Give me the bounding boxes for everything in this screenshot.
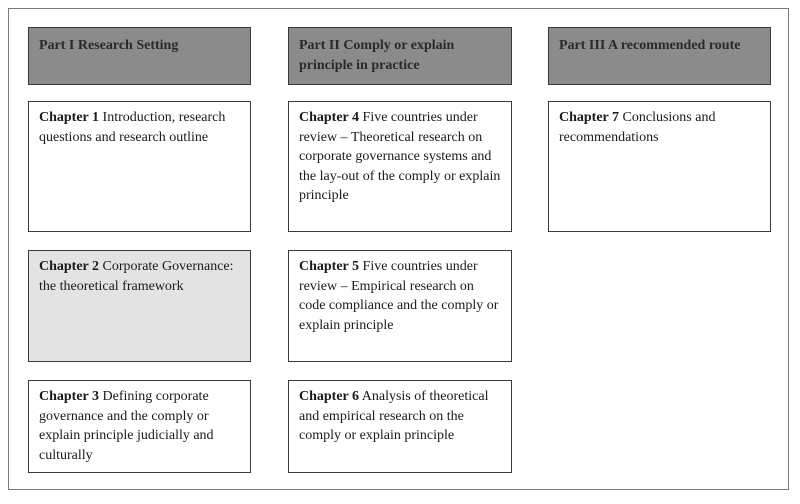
chapter-3-text: Defining corporate governance and the comply or explain principle judicially and culturally	[39, 389, 214, 463]
chapter-6-box	[288, 380, 512, 473]
chapter-5-box	[288, 250, 512, 362]
chapter-7-box	[548, 101, 771, 232]
part-3-header	[548, 27, 771, 85]
chapter-4-number: Chapter 4	[299, 110, 360, 125]
chapter-1-text: Introduction, research questions and research outline	[39, 110, 226, 145]
part-1-header	[28, 27, 251, 85]
part-2-header	[288, 27, 512, 85]
chapter-2-number: Chapter 2	[39, 259, 100, 274]
chapter-7-number: Chapter 7	[559, 110, 620, 125]
chapter-5-text: Five countries under review – Empirical research on code compliance and the comply or explain principle	[299, 259, 499, 333]
part-2-label: Part II Comply or explain principle in practice	[299, 38, 455, 73]
part-1-label: Part I Research Setting	[39, 38, 179, 53]
chapter-1-number: Chapter 1	[39, 110, 100, 125]
chapter-6-number: Chapter 6	[299, 389, 360, 404]
chapter-5-number: Chapter 5	[299, 259, 360, 274]
chapter-1-box	[28, 101, 251, 232]
chapter-4-box	[288, 101, 512, 232]
chapter-7-text: Conclusions and recommendations	[559, 110, 716, 145]
chapter-6-text: Analysis of theoretical and empirical research on the comply or explain principle	[299, 389, 489, 443]
chapter-3-box	[28, 380, 251, 473]
chapter-3-number: Chapter 3	[39, 389, 100, 404]
chapter-2-text: Corporate Governance: the theoretical framework	[39, 259, 234, 294]
chapter-4-text: Five countries under review – Theoretical research on corporate governance systems and the lay-out of the comply or explain principle	[299, 110, 501, 203]
chapter-2-box	[28, 250, 251, 362]
part-3-label: Part III A recommended route	[559, 38, 741, 53]
